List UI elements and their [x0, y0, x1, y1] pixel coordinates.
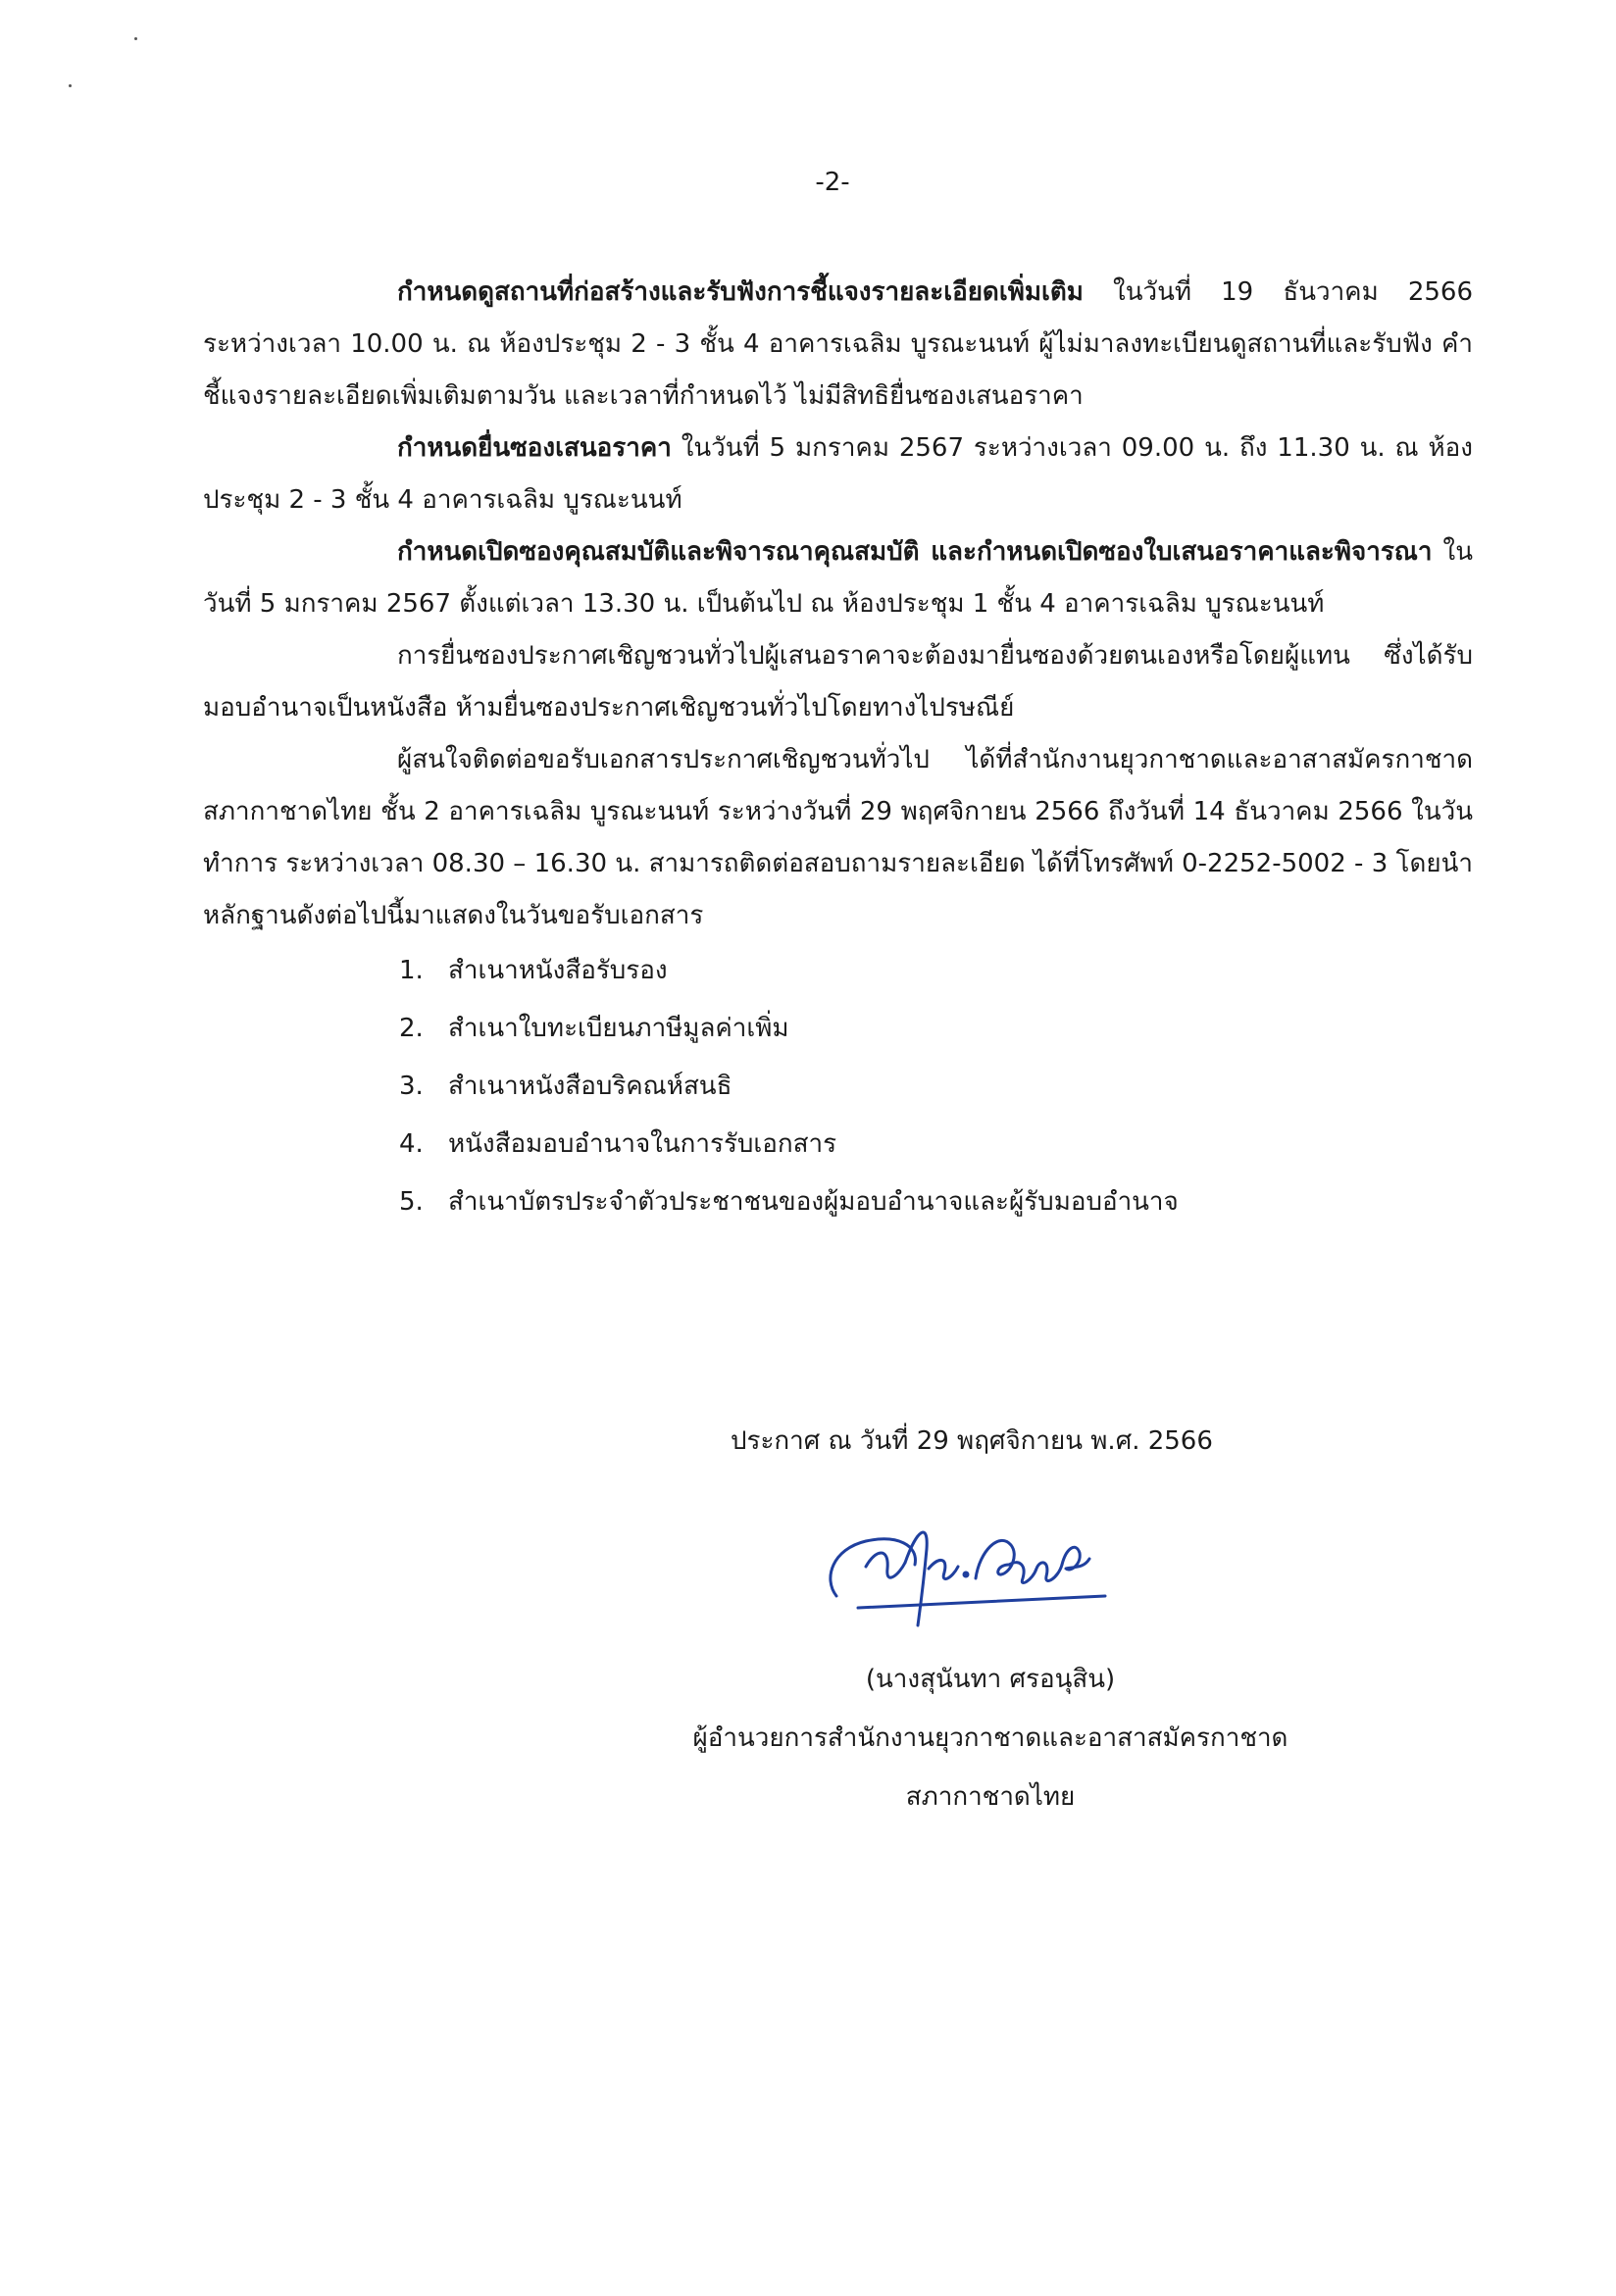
paragraph-text: การยื่นซองประกาศเชิญชวนทั่วไปผู้เสนอราคาจะต้องมายื่นซองด้วยตนเองหรือโดยผู้แทน ซึ่งได้รับมอบอำนาจเป็นหนังสือ ห้ามยื่นซองประกาศเชิญชวนทั่วไปโดยทางไปรษณีย์	[203, 641, 1473, 723]
paragraph-contact	[203, 734, 1473, 942]
list-item-text: หนังสือมอบอำนาจในการรับเอกสาร	[448, 1129, 837, 1159]
scan-speck	[69, 84, 72, 87]
list-item-number: 4.	[399, 1129, 424, 1159]
signatory-position: ผู้อำนวยการสำนักงานยุวกาชาดและอาสาสมัครกาชาด	[692, 1723, 1288, 1753]
list-item-number: 1.	[399, 956, 424, 985]
list-item	[399, 1058, 1473, 1116]
list-item	[399, 1000, 1473, 1058]
list-item-text: สำเนาหนังสือบริคณห์สนธิ	[448, 1072, 732, 1101]
paragraph-bid-opening	[203, 526, 1473, 630]
paragraph-text: ในวันที่ 19 ธันวาคม 2566 ระหว่างเวลา 10.00 น. ณ ห้องประชุม 2 - 3 ชั้น 4 อาคารเฉลิม บูรณะนนท์ ผู้ไม่มาลงทะเบียนดูสถานที่และรับฟัง คำชี้แจงรายละเอียดเพิ่มเติมตามวัน และเวลาที่กำหนดไว้ ไม่มีสิทธิยื่นซองเสนอราคา	[203, 277, 1473, 411]
paragraph-heading: กำหนดยื่นซองเสนอราคา	[397, 433, 672, 463]
list-item-text: สำเนาหนังสือรับรอง	[448, 956, 668, 985]
document-body	[203, 267, 1473, 1231]
paragraph-bid-submission	[203, 423, 1473, 526]
paragraph-heading: กำหนดเปิดซองคุณสมบัติและพิจารณาคุณสมบัติ และกำหนดเปิดซองใบเสนอราคาและพิจารณา	[397, 537, 1433, 567]
paragraph-text: ผู้สนใจติดต่อขอรับเอกสารประกาศเชิญชวนทั่วไป ได้ที่สำนักงานยุวกาชาดและอาสาสมัครกาชาด สภากาชาดไทย ชั้น 2 อาคารเฉลิม บูรณะนนท์ ระหว่างวันที่ 29 พฤศจิกายน 2566 ถึงวันที่ 14 ธันวาคม 2566 ในวันทำการ ระหว่างเวลา 08.30 – 16.30 น. สามารถติดต่อสอบถามรายละเอียด ได้ที่โทรศัพท์ 0-2252-5002 - 3 โดยนำหลักฐานดังต่อไปนี้มาแสดงในวันขอรับเอกสาร	[203, 745, 1473, 930]
paragraph-text: ในวันที่ 5 มกราคม 2567 ตั้งแต่เวลา 13.30 น. เป็นต้นไป ณ ห้องประชุม 1 ชั้น 4 อาคารเฉลิม บูรณะนนท์	[203, 537, 1473, 619]
list-item-number: 5.	[399, 1187, 424, 1217]
list-item	[399, 1116, 1473, 1173]
paragraph-heading: กำหนดดูสถานที่ก่อสร้างและรับฟังการชี้แจงรายละเอียดเพิ่มเติม	[397, 277, 1084, 307]
list-item-number: 2.	[399, 1014, 424, 1043]
signatory-name: (นางสุนันทา ศรอนุสิน)	[865, 1665, 1116, 1694]
announcement-date: ประกาศ ณ วันที่ 29 พฤศจิกายน พ.ศ. 2566	[731, 1426, 1213, 1456]
page-number: -2-	[815, 168, 850, 197]
paragraph-site-visit	[203, 267, 1473, 423]
required-documents-list	[203, 942, 1473, 1231]
handwritten-signature	[819, 1510, 1133, 1627]
list-item-number: 3.	[399, 1072, 424, 1101]
scan-speck	[134, 37, 137, 40]
paragraph-text: ในวันที่ 5 มกราคม 2567 ระหว่างเวลา 09.00 น. ถึง 11.30 น. ณ ห้องประชุม 2 - 3 ชั้น 4 อาคารเฉลิม บูรณะนนท์	[203, 433, 1473, 515]
signatory-organization: สภากาชาดไทย	[905, 1782, 1076, 1812]
list-item-text: สำเนาใบทะเบียนภาษีมูลค่าเพิ่ม	[448, 1014, 789, 1043]
list-item-text: สำเนาบัตรประจำตัวประชาชนของผู้มอบอำนาจและผู้รับมอบอำนาจ	[448, 1187, 1179, 1217]
signature-block	[628, 1650, 1353, 1826]
list-item	[399, 942, 1473, 1000]
paragraph-submission-rule	[203, 630, 1473, 734]
list-item	[399, 1173, 1473, 1231]
